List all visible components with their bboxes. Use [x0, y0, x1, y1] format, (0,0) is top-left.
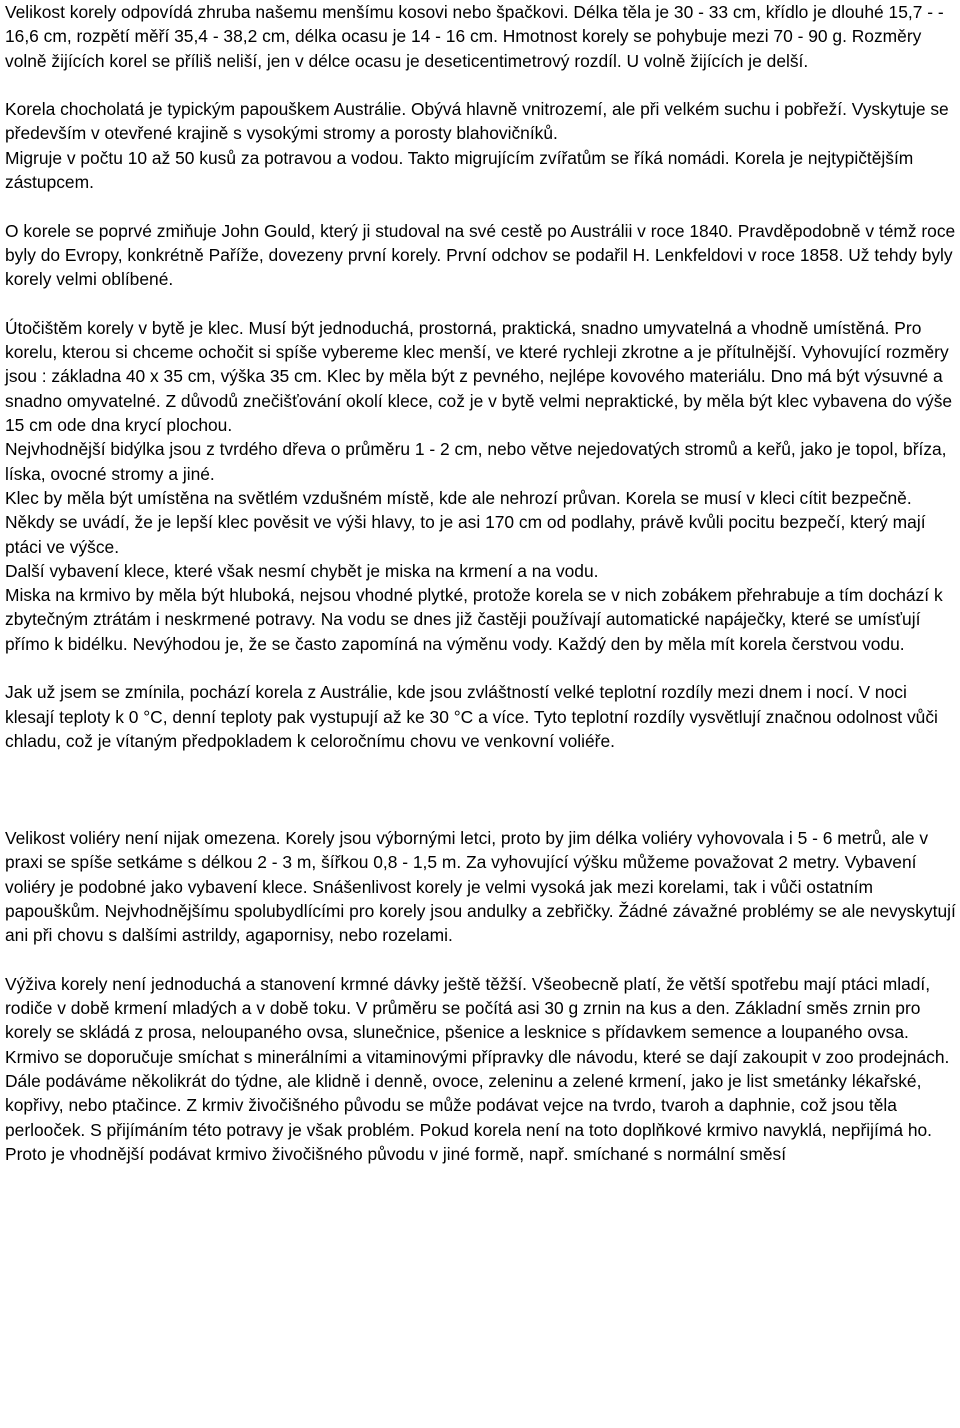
paragraph-history: O korele se poprvé zmiňuje John Gould, který ji studoval na své cestě po Austrálii v roce 1840. Pravděpodobně v témž roce byly do Evropy, konkrétně Paříže, dovezeny první korely. První odchov se podařil H. Lenkfeldovi v roce 1858. Už tehdy byly korely velmi oblíbené. — [5, 220, 956, 290]
paragraph-nutrition: Výživa korely není jednoduchá a stanovení krmné dávky ještě těžší. Všeobecně platí, že větší spotřebu mají ptáci mladí, rodiče v době krmení mladých a v době toku. V průměru se počítá asi 30 g zrnin na kus a den. Základní směs zrnin pro korely se skládá z prosa, neloupaného ovsa, slunečnice, pšenice a lesknice s přídavkem semence a loupaného ovsa. Krmivo se doporučuje smíchat s minerálními a vitaminovými přípravky dle návodu, které se dají zakoupit v zoo prodejnách. Dále podáváme několikrát do týdne, ale klidně i denně, ovoce, zeleninu a zelené krmení, jako je list smetánky lékařské, kopřivy, nebo ptačince. Z krmiv živočišného původu se může podávat vejce na tvrdo, tvaroh a daphnie, což jsou těla perlooček. S přijímáním této potravy je však problém. Pokud korela není na toto doplňkové krmivo navyklá, nepřijímá ho. Proto je vhodnější podávat krmivo živočišného původu v jiné formě, např. smíchané s normální směsí — [5, 973, 950, 1164]
paragraph-climate: Jak už jsem se zmínila, pochází korela z Austrálie, kde jsou zvláštností velké teplotní rozdíly mezi dnem i nocí. V noci klesají teploty k 0 °C, denní teploty pak vystupují až ke 30 °C a více. Tyto teplotní rozdíly vysvětlují značnou odolnost vůči chladu, což je vítaným předpokladem k celoročnímu chovu ve venkovní voliéře. — [5, 682, 938, 751]
paragraph-habitat: Korela chocholatá je typickým papouškem Austrálie. Obývá hlavně vnitrozemí, ale při velkém suchu i pobřeží. Vyskytuje se především v otevřené krajině s vysokými stromy a porosty blahovičníků. Migruje v počtu 10 až 50 kusů za potravou a vodou. Takto migrujícím zvířatům se říká nomádi. Korela je nejtypičtějším zástupcem. — [5, 99, 949, 193]
document-page — [5, 0, 957, 1166]
paragraph-aviary: Velikost voliéry není nijak omezena. Korely jsou výbornými letci, proto by jim délka voliéry vyhovovala i 5 - 6 metrů, ale v praxi se spíše setkáme s délkou 2 - 3 m, šířkou 0,8 - 1,5 m. Za vyhovující výšku můžeme považovat 2 metry. Vybavení voliéry je podobné jako vybavení klece. Snášenlivost korely je velmi vysoká jak mezi korelami, tak i vůči ostatním papouškům. Nejvhodnějšímu spolubydlícími pro korely jsou andulky a zebřičky. Žádné závažné problémy se ale nevyskytují ani při chovu s dalšími astrildy, agapornisy, nebo rozelami. — [5, 828, 956, 946]
paragraph-cage: Útočištěm korely v bytě je klec. Musí být jednoduchá, prostorná, praktická, snadno umyvatelná a vhodně umístěná. Pro korelu, kterou si chceme ochočit si spíše vybereme klec menší, ve které rychleji zkrotne a je přítulnější. Vyhovující rozměry jsou : základna 40 x 35 cm, výška 35 cm. Klec by měla být z pevného, nejlépe kovového materiálu. Dno má být výsuvné a snadno omyvatelné. Z důvodů znečišťování okolí klece, což je v bytě velmi nepraktické, by měla být klec vybavena do výše 15 cm ode dna krycí plochou. Nejvhodnější bidýlka jsou z tvrdého dřeva o průměru 1 - 2 cm, nebo větve nejedovatých stromů a keřů, jako je topol, bříza, líska, ovocné stromy a jiné. Klec by měla být umístěna na světlém vzdušném místě, kde ale nehrozí průvan. Korela se musí v kleci cítit bezpečně. Někdy se uvádí, že je lepší klec pověsit ve výši hlavy, to je asi 170 cm od podlahy, právě kvůli pocitu bezpečí, který mají ptáci ve výšce. Další vybavení klece, které však nesmí chybět je miska na krmení a na vodu. Miska na krmivo by měla být hluboká, nejsou vhodné plytké, protože korela se v nich zobákem přehrabuje a tím dochází k zbytečným ztrátám i neskrmené potravy. Na vodu se dnes již častěji používají automatické napáječky, které se umísťují přímo k bidélku. Nevýhodou je, že se často zapomíná na výměnu vody. Každý den by měla mít korela čerstvou vodu. — [5, 317, 953, 654]
paragraph-size: Velikost korely odpovídá zhruba našemu menšímu kosovi nebo špačkovi. Délka těla je 30 - 33 cm, křídlo je dlouhé 15,7 - - 16,6 cm, rozpětí měří 35,4 - 38,2 cm, délka ocasu je 14 - 16 cm. Hmotnost korely se pohybuje mezi 70 - 90 g. Rozměry volně žijících korel se příliš neliší, jen v délce ocasu je deseticentimetrový rozdíl. U volně žijících je delší. — [5, 2, 944, 71]
